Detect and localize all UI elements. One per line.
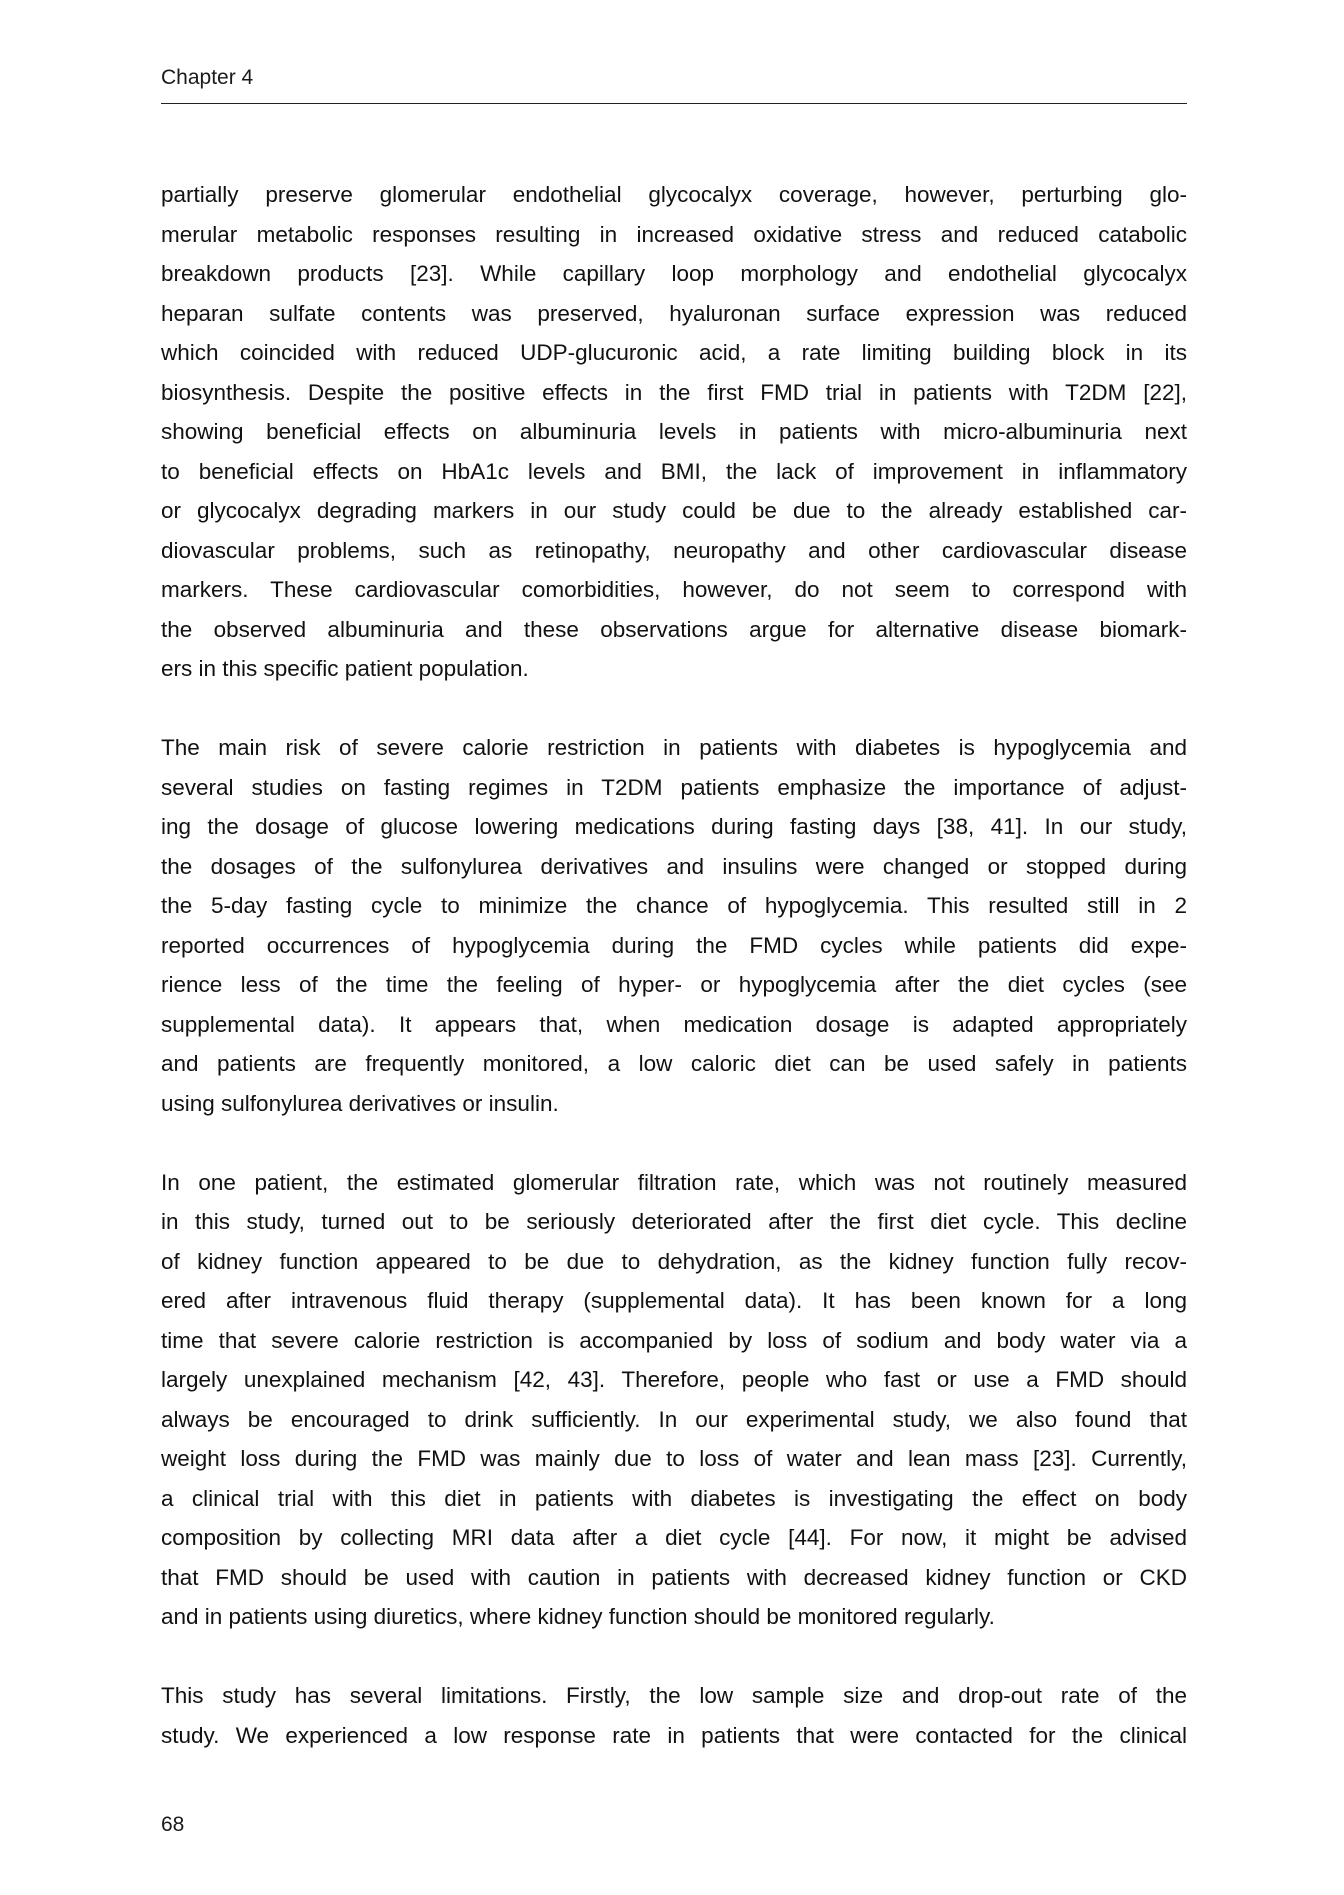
text-line: In one patient, the estimated glomerular filtration rate, which was not routinely measured bbox=[161, 1169, 1187, 1195]
text-line: and in patients using diuretics, where kidney function should be monitored regularly. bbox=[161, 1604, 995, 1629]
paragraph-1 bbox=[161, 175, 1187, 689]
text-line: to beneficial effects on HbA1c levels and BMI, the lack of improvement in inflammatory bbox=[161, 458, 1187, 484]
page-number: 68 bbox=[161, 1813, 185, 1836]
text-line: using sulfonylurea derivatives or insulin. bbox=[161, 1090, 559, 1116]
text-line: the dosages of the sulfonylurea derivatives and insulins were changed or stopped during bbox=[161, 853, 1187, 879]
text-line: weight loss during the FMD was mainly due to loss of water and lean mass [23]. Currently, bbox=[161, 1446, 1187, 1471]
text-line: The main risk of severe calorie restriction in patients with diabetes is hypoglycemia and bbox=[161, 735, 1187, 760]
text-line: which coincided with reduced UDP-glucuronic acid, a rate limiting building block in its bbox=[161, 340, 1187, 365]
text-line: a clinical trial with this diet in patients with diabetes is investigating the effect on body bbox=[161, 1485, 1187, 1511]
text-line: diovascular problems, such as retinopathy, neuropathy and other cardiovascular disease bbox=[161, 537, 1187, 563]
paragraph-2 bbox=[161, 728, 1187, 1123]
text-line: partially preserve glomerular endothelial glycocalyx coverage, however, perturbing glo- bbox=[161, 182, 1187, 207]
text-line: and patients are frequently monitored, a low caloric diet can be used safely in patients bbox=[161, 1051, 1187, 1076]
text-line: in this study, turned out to be seriously deteriorated after the first diet cycle. This decline bbox=[161, 1209, 1187, 1234]
text-line: heparan sulfate contents was preserved, hyaluronan surface expression was reduced bbox=[161, 300, 1187, 326]
text-line: or glycocalyx degrading markers in our study could be due to the already established car- bbox=[161, 498, 1187, 523]
text-line: breakdown products [23]. While capillary loop morphology and endothelial glycocalyx bbox=[161, 261, 1187, 286]
text-line: the observed albuminuria and these observations argue for alternative disease biomark- bbox=[161, 616, 1187, 642]
header-rule bbox=[161, 103, 1187, 104]
text-line: merular metabolic responses resulting in increased oxidative stress and reduced catabolic bbox=[161, 221, 1187, 247]
text-line: that FMD should be used with caution in patients with decreased kidney function or CKD bbox=[161, 1564, 1187, 1590]
text-line: ered after intravenous fluid therapy (supplemental data). It has been known for a long bbox=[161, 1288, 1187, 1313]
text-line: supplemental data). It appears that, when medication dosage is adapted appropriately bbox=[161, 1011, 1187, 1037]
paragraph-3 bbox=[161, 1163, 1187, 1637]
text-line: always be encouraged to drink sufficiently. In our experimental study, we also found that bbox=[161, 1406, 1187, 1432]
text-line: markers. These cardiovascular comorbidities, however, do not seem to correspond with bbox=[161, 577, 1187, 602]
running-header bbox=[161, 64, 1187, 92]
text-line: the 5-day fasting cycle to minimize the chance of hypoglycemia. This resulted still in 2 bbox=[161, 893, 1187, 918]
text-line: reported occurrences of hypoglycemia during the FMD cycles while patients did expe- bbox=[161, 932, 1187, 958]
text-line: study. We experienced a low response rate in patients that were contacted for the clinical bbox=[161, 1722, 1187, 1748]
text-line: This study has several limitations. Firstly, the low sample size and drop-out rate of the bbox=[161, 1683, 1187, 1708]
text-line: ers in this specific patient population. bbox=[161, 656, 529, 681]
text-line: largely unexplained mechanism [42, 43]. Therefore, people who fast or use a FMD should bbox=[161, 1367, 1187, 1392]
chapter-title: Chapter 4 bbox=[161, 66, 254, 89]
paragraph-4 bbox=[161, 1676, 1187, 1755]
text-line: of kidney function appeared to be due to dehydration, as the kidney function fully recov- bbox=[161, 1248, 1187, 1274]
text-line: several studies on fasting regimes in T2DM patients emphasize the importance of adjust- bbox=[161, 774, 1187, 800]
text-line: biosynthesis. Despite the positive effects in the first FMD trial in patients with T2DM [22], bbox=[161, 379, 1187, 405]
text-line: showing beneficial effects on albuminuria levels in patients with micro-albuminuria next bbox=[161, 419, 1187, 444]
text-line: composition by collecting MRI data after a diet cycle [44]. For now, it might be advised bbox=[161, 1525, 1187, 1550]
body-text bbox=[161, 175, 1187, 1795]
text-line: ing the dosage of glucose lowering medications during fasting days [38, 41]. In our study, bbox=[161, 814, 1187, 839]
text-line: time that severe calorie restriction is accompanied by loss of sodium and body water via a bbox=[161, 1327, 1187, 1353]
text-line: rience less of the time the feeling of hyper- or hypoglycemia after the diet cycles (see bbox=[161, 972, 1187, 997]
